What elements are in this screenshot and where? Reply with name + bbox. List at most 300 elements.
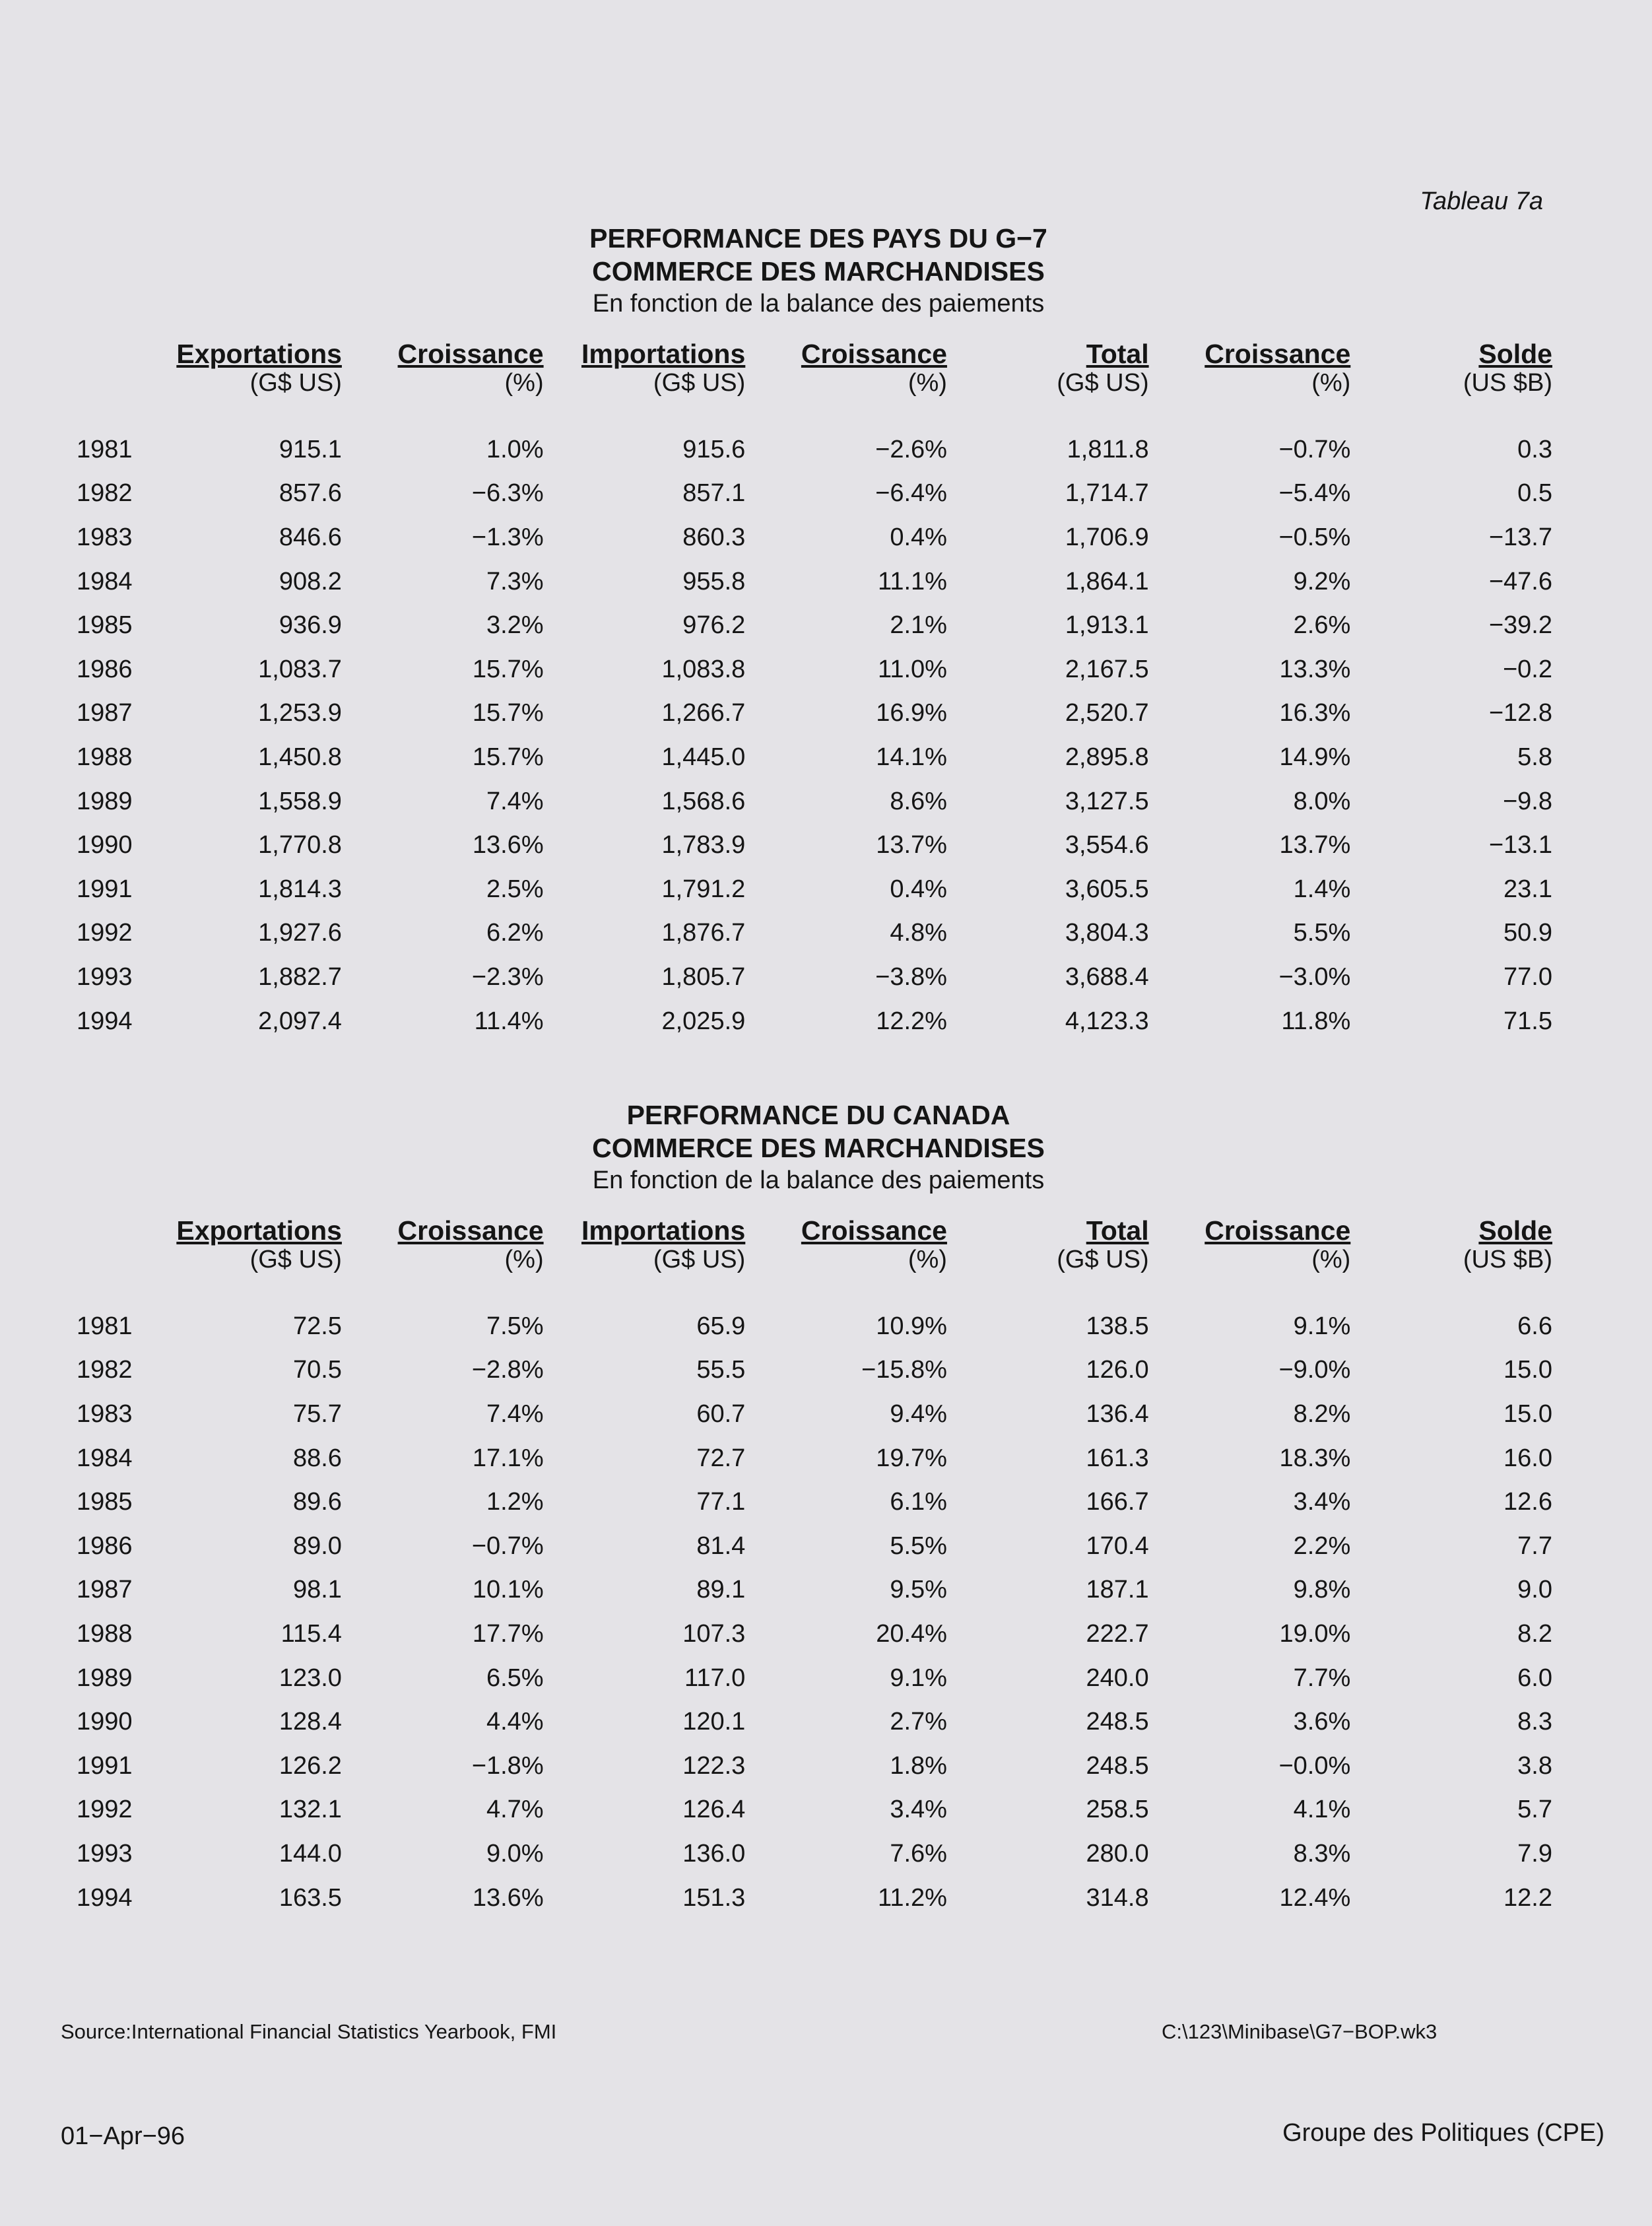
value-cell: 240.0 [1086, 1664, 1149, 1692]
value-cell: 88.6 [292, 1444, 342, 1472]
column-header-unit: (%) [1311, 369, 1351, 397]
value-cell: −2.3% [471, 962, 544, 991]
table-row [73, 1524, 1564, 1568]
value-cell: 19.7% [876, 1444, 947, 1472]
value-cell: 7.9 [1517, 1839, 1552, 1868]
value-cell: 2.2% [1293, 1532, 1351, 1560]
value-cell: 8.2% [1293, 1400, 1351, 1428]
column-header-unit: (G$ US) [249, 1246, 342, 1273]
table-row [73, 912, 1564, 956]
value-cell: 14.9% [1279, 743, 1351, 771]
year-cell: 1989 [77, 787, 133, 815]
value-cell: 258.5 [1086, 1796, 1149, 1824]
value-cell: 857.1 [682, 479, 746, 508]
value-cell: 98.1 [292, 1576, 342, 1604]
value-cell: 3,688.4 [1065, 962, 1149, 991]
table-row [73, 1480, 1564, 1524]
value-cell: 72.5 [292, 1312, 342, 1340]
section-title-line-2: COMMERCE DES MARCHANDISES [592, 1133, 1045, 1163]
value-cell: −5.4% [1278, 479, 1351, 508]
g7-performance-section [73, 222, 1564, 1043]
value-cell: 77.1 [696, 1488, 746, 1516]
value-cell: 89.1 [696, 1576, 746, 1604]
section-subtitle: En fonction de la balance des paiements [592, 290, 1045, 318]
value-cell: 138.5 [1086, 1312, 1149, 1340]
value-cell: 16.9% [876, 699, 947, 727]
table-row [73, 560, 1564, 604]
value-cell: 6.2% [486, 919, 544, 947]
value-cell: 7.7 [1517, 1532, 1552, 1560]
year-cell: 1990 [77, 831, 133, 860]
column-header-title: Exportations [176, 339, 342, 369]
value-cell: 123.0 [279, 1664, 342, 1692]
value-cell: 1,706.9 [1065, 523, 1149, 551]
value-cell: 6.1% [890, 1488, 947, 1516]
value-cell: 15.0 [1503, 1400, 1552, 1428]
value-cell: 3,554.6 [1065, 831, 1149, 860]
value-cell: 4.1% [1293, 1796, 1351, 1824]
value-cell: 7.4% [486, 1400, 544, 1428]
value-cell: 151.3 [682, 1883, 746, 1912]
table-row [73, 1700, 1564, 1744]
data-table [73, 1216, 1564, 1920]
value-cell: 2,097.4 [258, 1007, 342, 1035]
value-cell: 14.1% [876, 743, 947, 771]
value-cell: 976.2 [682, 611, 746, 640]
value-cell: 60.7 [696, 1400, 746, 1428]
column-header [1161, 339, 1363, 397]
value-cell: 9.1% [1293, 1312, 1351, 1340]
value-cell: −3.8% [875, 962, 947, 991]
value-cell: 1,805.7 [661, 962, 746, 991]
header-row [73, 1216, 1564, 1274]
value-cell: −12.8 [1488, 699, 1552, 727]
value-cell: 13.6% [472, 1883, 544, 1912]
value-cell: −47.6 [1488, 567, 1552, 595]
value-cell: 128.4 [279, 1708, 342, 1736]
value-cell: 2,025.9 [661, 1007, 746, 1035]
canada-performance-section [73, 1098, 1564, 1920]
table-row [73, 1612, 1564, 1656]
tableau-label: Tableau 7a [1420, 187, 1543, 215]
value-cell: 3.4% [890, 1796, 947, 1824]
value-cell: 6.0 [1517, 1664, 1552, 1692]
value-cell: −0.5% [1278, 523, 1351, 551]
column-header [354, 1216, 556, 1274]
section-title-line-2: COMMERCE DES MARCHANDISES [592, 256, 1045, 287]
value-cell: 1,811.8 [1067, 435, 1149, 463]
value-cell: 1,450.8 [258, 743, 342, 771]
group-name: Groupe des Politiques (CPE) [1282, 2119, 1604, 2147]
value-cell: 170.4 [1086, 1532, 1149, 1560]
value-cell: 11.0% [878, 655, 947, 683]
value-cell: 81.4 [696, 1532, 746, 1560]
value-cell: 12.2% [876, 1007, 947, 1035]
column-header-unit: (%) [908, 1246, 947, 1273]
column-header-unit: (G$ US) [653, 1246, 746, 1273]
column-header-title: Croissance [397, 339, 544, 369]
value-cell: 11.2% [878, 1883, 947, 1912]
value-cell: 1,882.7 [258, 962, 342, 991]
value-cell: 72.7 [696, 1444, 746, 1472]
column-header-unit: (%) [1311, 1246, 1351, 1273]
value-cell: 3.4% [1293, 1488, 1351, 1516]
year-header [73, 1216, 152, 1274]
column-header [959, 339, 1161, 397]
year-cell: 1991 [77, 1751, 133, 1780]
value-cell: 0.5 [1517, 479, 1552, 508]
value-cell: −1.8% [471, 1751, 544, 1780]
column-header [1362, 1216, 1564, 1274]
value-cell: 89.0 [292, 1532, 342, 1560]
value-cell: 280.0 [1086, 1839, 1149, 1868]
section-heading [73, 222, 1564, 320]
value-cell: 166.7 [1086, 1488, 1149, 1516]
value-cell: 9.0 [1517, 1576, 1552, 1604]
value-cell: 11.1% [878, 567, 947, 595]
value-cell: 9.4% [890, 1400, 947, 1428]
value-cell: 4.4% [486, 1708, 544, 1736]
value-cell: 2,520.7 [1065, 699, 1149, 727]
table-row [73, 1349, 1564, 1393]
value-cell: 117.0 [684, 1664, 746, 1692]
value-cell: 9.1% [890, 1664, 947, 1692]
year-cell: 1981 [77, 435, 133, 463]
value-cell: 2,167.5 [1065, 655, 1149, 683]
file-path: C:\123\Minibase\G7−BOP.wk3 [1162, 2020, 1437, 2043]
value-cell: 1,253.9 [258, 699, 342, 727]
column-header-unit: (%) [504, 1246, 544, 1273]
value-cell: 8.3 [1517, 1708, 1552, 1736]
value-cell: −15.8% [861, 1356, 947, 1384]
year-cell: 1993 [77, 1839, 133, 1868]
column-header-title: Croissance [801, 1215, 947, 1246]
value-cell: 860.3 [682, 523, 746, 551]
value-cell: −39.2 [1488, 611, 1552, 640]
table-row [73, 648, 1564, 692]
value-cell: 17.7% [472, 1619, 544, 1648]
column-header-title: Solde [1478, 1215, 1552, 1246]
value-cell: 1,814.3 [258, 875, 342, 903]
value-cell: 126.0 [1086, 1356, 1149, 1384]
value-cell: 16.3% [1279, 699, 1351, 727]
value-cell: 17.1% [472, 1444, 544, 1472]
value-cell: 915.6 [682, 435, 746, 463]
column-header-unit: (G$ US) [249, 369, 342, 397]
value-cell: −2.6% [875, 435, 947, 463]
value-cell: 1.8% [890, 1751, 947, 1780]
section-heading [73, 1098, 1564, 1196]
value-cell: 9.5% [890, 1576, 947, 1604]
value-cell: 2.6% [1293, 611, 1351, 640]
value-cell: 10.9% [876, 1312, 947, 1340]
column-header-unit: (%) [908, 369, 947, 397]
value-cell: 77.0 [1503, 962, 1552, 991]
value-cell: 107.3 [682, 1619, 746, 1648]
value-cell: 13.3% [1279, 655, 1351, 683]
value-cell: 163.5 [279, 1883, 342, 1912]
value-cell: 5.5% [1293, 919, 1351, 947]
value-cell: 1,083.7 [258, 655, 342, 683]
column-header-title: Total [1086, 1215, 1149, 1246]
value-cell: 7.4% [486, 787, 544, 815]
value-cell: 132.1 [279, 1796, 342, 1824]
value-cell: 314.8 [1086, 1883, 1149, 1912]
value-cell: 161.3 [1086, 1444, 1149, 1472]
value-cell: 2.5% [486, 875, 544, 903]
value-cell: 1.0% [486, 435, 544, 463]
value-cell: 915.1 [279, 435, 342, 463]
column-header [1161, 1216, 1363, 1274]
value-cell: 4,123.3 [1065, 1007, 1149, 1035]
value-cell: 1,783.9 [661, 831, 746, 860]
value-cell: −0.2 [1502, 655, 1552, 683]
value-cell: 7.7% [1293, 1664, 1351, 1692]
column-header-unit: (US $B) [1463, 1246, 1552, 1273]
source-note: Source:International Financial Statistics Yearbook, FMI [61, 2020, 557, 2043]
column-header [757, 1216, 959, 1274]
value-cell: 1,770.8 [258, 831, 342, 860]
value-cell: 9.2% [1293, 567, 1351, 595]
value-cell: 0.4% [890, 875, 947, 903]
table-row [73, 780, 1564, 824]
value-cell: 1,568.6 [661, 787, 746, 815]
value-cell: 0.4% [890, 523, 947, 551]
value-cell: 1,266.7 [661, 699, 746, 727]
table-row [73, 472, 1564, 516]
value-cell: −6.4% [875, 479, 947, 508]
year-cell: 1994 [77, 1007, 133, 1035]
table-row [73, 428, 1564, 472]
value-cell: 2.7% [890, 1708, 947, 1736]
year-cell: 1990 [77, 1708, 133, 1736]
year-cell: 1994 [77, 1883, 133, 1912]
value-cell: 75.7 [292, 1400, 342, 1428]
value-cell: 9.8% [1293, 1576, 1351, 1604]
value-cell: −2.8% [471, 1356, 544, 1384]
value-cell: 8.2 [1517, 1619, 1552, 1648]
column-header [556, 1216, 758, 1274]
year-cell: 1988 [77, 743, 133, 771]
value-cell: 3,804.3 [1065, 919, 1149, 947]
year-cell: 1993 [77, 962, 133, 991]
column-header-title: Total [1086, 339, 1149, 369]
value-cell: 7.5% [486, 1312, 544, 1340]
value-cell: −9.0% [1278, 1356, 1351, 1384]
year-cell: 1985 [77, 1488, 133, 1516]
value-cell: 5.5% [890, 1532, 947, 1560]
value-cell: −0.0% [1278, 1751, 1351, 1780]
table-row [73, 735, 1564, 780]
column-header-title: Solde [1478, 339, 1552, 369]
year-cell: 1988 [77, 1619, 133, 1648]
value-cell: 15.7% [472, 655, 544, 683]
value-cell: 1,714.7 [1065, 479, 1149, 508]
value-cell: 1,864.1 [1065, 567, 1149, 595]
year-cell: 1986 [77, 655, 133, 683]
value-cell: 18.3% [1279, 1444, 1351, 1472]
column-header-title: Croissance [397, 1215, 544, 1246]
value-cell: 65.9 [696, 1312, 746, 1340]
value-cell: 908.2 [279, 567, 342, 595]
value-cell: −3.0% [1278, 962, 1351, 991]
value-cell: 1,927.6 [258, 919, 342, 947]
table-row [73, 1436, 1564, 1481]
value-cell: 2.1% [890, 611, 947, 640]
table-row [73, 1876, 1564, 1920]
year-cell: 1983 [77, 1400, 133, 1428]
table-row [73, 516, 1564, 560]
value-cell: 1,876.7 [661, 919, 746, 947]
value-cell: 13.6% [472, 831, 544, 860]
value-cell: 15.7% [472, 743, 544, 771]
value-cell: 12.6 [1503, 1488, 1552, 1516]
value-cell: 144.0 [279, 1839, 342, 1868]
value-cell: 5.8 [1517, 743, 1552, 771]
value-cell: 11.8% [1281, 1007, 1351, 1035]
value-cell: −13.7 [1488, 523, 1552, 551]
value-cell: 10.1% [472, 1576, 544, 1604]
value-cell: 6.5% [486, 1664, 544, 1692]
value-cell: 55.5 [696, 1356, 746, 1384]
value-cell: 122.3 [682, 1751, 746, 1780]
value-cell: 15.0 [1503, 1356, 1552, 1384]
column-header-unit: (%) [504, 369, 544, 397]
value-cell: 126.4 [682, 1796, 746, 1824]
year-cell: 1981 [77, 1312, 133, 1340]
header-row [73, 339, 1564, 397]
value-cell: 15.7% [472, 699, 544, 727]
value-cell: −0.7% [471, 1532, 544, 1560]
table-row [73, 1656, 1564, 1701]
section-subtitle: En fonction de la balance des paiements [592, 1166, 1045, 1194]
column-header-title: Importations [581, 1215, 746, 1246]
value-cell: 0.3 [1517, 435, 1552, 463]
value-cell: 3.6% [1293, 1708, 1351, 1736]
value-cell: 955.8 [682, 567, 746, 595]
column-header-title: Croissance [1205, 339, 1351, 369]
value-cell: 7.6% [890, 1839, 947, 1868]
value-cell: 12.4% [1279, 1883, 1351, 1912]
value-cell: 19.0% [1279, 1619, 1351, 1648]
value-cell: 89.6 [292, 1488, 342, 1516]
value-cell: 4.7% [486, 1796, 544, 1824]
table-row [73, 823, 1564, 867]
year-cell: 1989 [77, 1664, 133, 1692]
document-date: 01−Apr−96 [61, 2122, 185, 2150]
year-cell: 1984 [77, 1444, 133, 1472]
year-cell: 1982 [77, 1356, 133, 1384]
value-cell: 9.0% [486, 1839, 544, 1868]
value-cell: 16.0 [1503, 1444, 1552, 1472]
value-cell: 8.6% [890, 787, 947, 815]
value-cell: 936.9 [279, 611, 342, 640]
value-cell: −6.3% [471, 479, 544, 508]
value-cell: 23.1 [1503, 875, 1552, 903]
value-cell: 1,913.1 [1065, 611, 1149, 640]
data-table [73, 339, 1564, 1043]
value-cell: 846.6 [279, 523, 342, 551]
table-row [73, 1788, 1564, 1833]
value-cell: −9.8 [1502, 787, 1552, 815]
year-cell: 1983 [77, 523, 133, 551]
column-header-title: Croissance [801, 339, 947, 369]
value-cell: 3.8 [1517, 1751, 1552, 1780]
value-cell: 1.4% [1293, 875, 1351, 903]
section-title: PERFORMANCE DU CANADA [626, 1100, 1010, 1130]
value-cell: 115.4 [281, 1619, 342, 1648]
value-cell: 11.4% [474, 1007, 544, 1035]
value-cell: 3,127.5 [1065, 787, 1149, 815]
column-header-title: Exportations [176, 1215, 342, 1246]
value-cell: 8.0% [1293, 787, 1351, 815]
table-row [73, 603, 1564, 648]
table-row [73, 999, 1564, 1044]
year-cell: 1987 [77, 699, 133, 727]
value-cell: −0.7% [1278, 435, 1351, 463]
year-header [73, 339, 152, 397]
column-header [556, 339, 758, 397]
value-cell: 120.1 [682, 1708, 746, 1736]
year-cell: 1987 [77, 1576, 133, 1604]
column-header [959, 1216, 1161, 1274]
value-cell: 136.4 [1086, 1400, 1149, 1428]
value-cell: 222.7 [1086, 1619, 1149, 1648]
year-cell: 1986 [77, 1532, 133, 1560]
value-cell: 8.3% [1293, 1839, 1351, 1868]
column-header [354, 339, 556, 397]
table-row [73, 1304, 1564, 1349]
table-row [73, 692, 1564, 736]
value-cell: 1,791.2 [661, 875, 746, 903]
value-cell: 857.6 [279, 479, 342, 508]
value-cell: 13.7% [876, 831, 947, 860]
value-cell: 248.5 [1086, 1751, 1149, 1780]
value-cell: 12.2 [1503, 1883, 1552, 1912]
column-header-unit: (G$ US) [1057, 369, 1149, 397]
value-cell: 1,083.8 [661, 655, 746, 683]
value-cell: 71.5 [1503, 1007, 1552, 1035]
column-header [152, 1216, 354, 1274]
table-row [73, 1568, 1564, 1613]
value-cell: −1.3% [471, 523, 544, 551]
year-cell: 1991 [77, 875, 133, 903]
value-cell: 248.5 [1086, 1708, 1149, 1736]
year-cell: 1992 [77, 919, 133, 947]
year-cell: 1982 [77, 479, 133, 508]
column-header-title: Croissance [1205, 1215, 1351, 1246]
section-title: PERFORMANCE DES PAYS DU G−7 [589, 223, 1047, 253]
column-header-unit: (G$ US) [1057, 1246, 1149, 1273]
value-cell: 13.7% [1279, 831, 1351, 860]
value-cell: 20.4% [876, 1619, 947, 1648]
column-header [1362, 339, 1564, 397]
value-cell: 136.0 [682, 1839, 746, 1868]
year-cell: 1985 [77, 611, 133, 640]
column-header-unit: (US $B) [1463, 369, 1552, 397]
table-row [73, 1744, 1564, 1788]
table-row [73, 1832, 1564, 1876]
column-header-title: Importations [581, 339, 746, 369]
column-header [757, 339, 959, 397]
value-cell: 3,605.5 [1065, 875, 1149, 903]
year-cell: 1984 [77, 567, 133, 595]
value-cell: 126.2 [279, 1751, 342, 1780]
year-cell: 1992 [77, 1796, 133, 1824]
value-cell: 1,445.0 [661, 743, 746, 771]
value-cell: 5.7 [1517, 1796, 1552, 1824]
table-row [73, 867, 1564, 912]
